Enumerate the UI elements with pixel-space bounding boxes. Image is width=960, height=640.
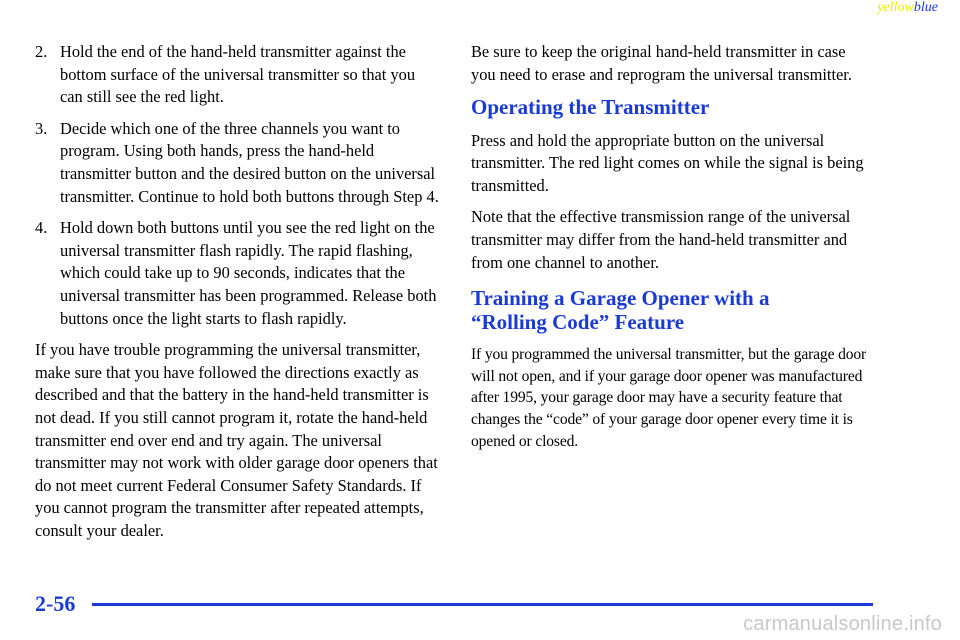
training-heading-line-2: “Rolling Code” Feature [471,309,685,334]
training-heading-line-1: Training a Garage Opener with a [471,286,770,311]
right-column [471,41,871,461]
operating-paragraph-2: Note that the effective transmission range of the universal transmitter may differ from the hand‑held transmitter and from one channel to another. [471,207,851,272]
step-number: 3. [35,118,48,138]
footer-rule [92,603,873,606]
tag-blue: blue [913,0,938,15]
operating-paragraph-1: Press and hold the appropriate button on the universal transmitter. The red light comes on while the signal is being transmitted. [471,130,864,195]
training-paragraph: If you programmed the universal transmitter, but the garage door will not open, and if your garage door opener was manufactured after 1995, your garage door may have a security feature that changes the “code” of your garage door opener every time it is opened or closed. [471,346,867,450]
step-3 [35,118,441,208]
operating-heading: Operating the Transmitter [471,95,710,120]
watermark: carmanualsonline.info [743,613,942,635]
troubleshooting-paragraph: If you have trouble programming the universal transmitter, make sure that you have followed the directions exactly as described and that the battery in the hand‑held transmitter is not dead. If you still cannot program it, rotate the hand‑held transmitter end over end and try again. The universal transmitter may not work with older garage door openers that do not meet current Federal Consumer Safety Standards. If you cannot program the transmitter after repeated attempts, consult your dealer. [35,340,438,540]
page-number: 2-56 [35,591,76,616]
step-2 [35,41,441,109]
step-text: Hold the end of the hand‑held transmitter against the bottom surface of the universal transmitter so that you can still see the red light. [60,42,416,107]
color-version-tag [877,0,938,16]
step-4 [35,217,441,330]
training-heading [471,287,871,334]
tag-yellow: yellow [877,0,914,15]
step-number: 2. [35,42,48,61]
step-text: Hold down both buttons until you see the red light on the universal transmitter flash rapidly. The rapid flashing, which could take up to 90 seconds, indicates that the universal transmitter has been programmed. Release both buttons once the light starts to flash rapidly. [60,218,437,328]
step-number: 4. [35,218,48,238]
step-text: Decide which one of the three channels you want to program. Using both hands, press the hand‑held transmitter button and the desired button on the universal transmitter. Continue to hold both buttons through Step 4. [60,118,439,206]
keep-transmitter-paragraph: Be sure to keep the original hand‑held transmitter in case you need to erase and reprogram the universal transmitter. [471,42,852,84]
left-column [35,41,441,551]
